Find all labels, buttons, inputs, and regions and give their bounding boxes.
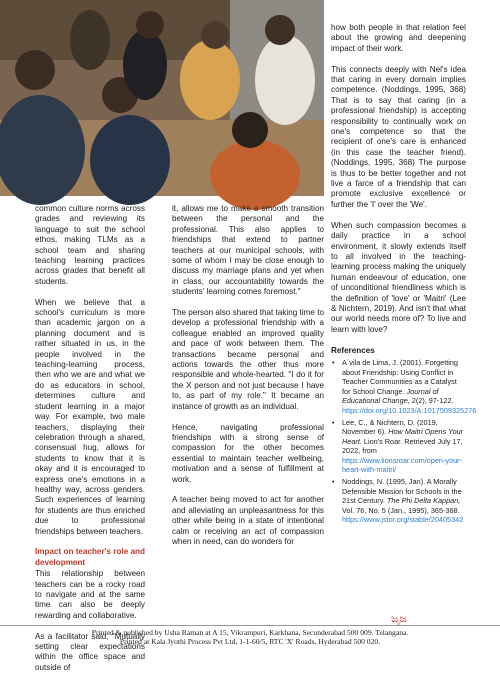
reference-item [331, 477, 466, 525]
reference-journal: The Phi Delta Kappan, [386, 496, 461, 506]
paragraph: Hence, navigating professional friendships with a strong sense of compassion for the other becomes essential to maintain teacher wellbeing, motivation and a sense of fulfillment at work. [172, 422, 324, 484]
paragraph: how both people in that relation feel about the growing and deepening impact of their work. [331, 23, 466, 53]
paragraph: This connects deeply with Nel's idea that caring in every domain implies competence. (Noddings, 1995, 368) That is to say that caring (in a professional friendship) is accepting responsibility to continually work on one's competence so that the recipient of one's care is enhanced (in this case the teacher friend). (Noddings, 1995, 368) The purpose is thus to be better together and not live a farce of a friendship that can promote exclusive excellence or further the 'I' over the 'We'. [331, 64, 466, 209]
footer-line-2: Printed at Kala Jyothi Process Pvt Ltd, 1-1-60/5, RTC 'X' Roads, Hyderabad 500 020. [119, 637, 381, 646]
photo-group-discussion-icon [0, 0, 324, 196]
footer-divider [0, 625, 500, 626]
reference-link[interactable]: https://doi.org/10.1023/A:1017509325276 [342, 405, 477, 415]
section-heading: Impact on teacher's role and development [35, 547, 145, 567]
column-1 [35, 204, 145, 684]
paragraph: When we believe that a school's curriculum is more than academic jargon on a planning document and is rather situated in us, in the people involved in the teaching-learning process, then who we are and what we do as educators in school, determines culture and student learning in a major way. For example, two male teachers, displaying their celebration through a shared, consensual hug, allows for students to know that it is okay and it is encouraged to express one's emotions in a healthy way, across genders. Such experiences of learning for students are thus enriched due to professional friendships between teachers. [35, 297, 145, 536]
paragraph: A teacher being moved to act for another and alleviating an unpleasantness for this other while being in a state of intentional calm or receiving an act of compassion when in need, can do wonders for [172, 495, 324, 546]
column-2 [172, 204, 324, 558]
column-3 [331, 23, 477, 527]
reference-link[interactable]: https://www.jstor.org/stable/20405342 [342, 515, 464, 525]
paragraph: This relationship between teachers can be a rocky road to navigate and at the same time can also be deeply rewarding and collaborative. [35, 569, 145, 620]
references-list [331, 357, 477, 525]
paragraph: When such compassion becomes a daily practice in a school environment, it slowly extends itself to all involved in the teaching-learning process making the uniquely human endeavour of education, one of unconditional friendliness which is the definition of 'love' or 'Maitri' (Lee & Nichtern, 2019). And isn't that what our world needs more of? To live and learn with love? [331, 220, 466, 334]
reference-tail: 2(2), 97-122. [411, 396, 454, 406]
reference-tail: Vol. 76, No. 5 (Jan., 1995), 365-368. [342, 505, 460, 515]
references-heading: References [331, 345, 375, 355]
reference-text: Noddings, N. (1995, Jan). A Morally Defensible Mission for Schools in the 21st Century. [342, 477, 462, 506]
reference-text: A´vila de Lima, J. (2001). Forgetting about Friendship: Using Conflict in Teacher Communities as a Catalyst for School Change. [342, 357, 458, 396]
reference-journal: Journal of Educational Change, [342, 386, 439, 406]
photo-group-discussion [0, 0, 324, 196]
paragraph: it, allows me to make a smooth transition between the personal and the professional. This also applies to friendships that extend to partner teachers at our municipal schools, with some of whom I may be close enough to discuss my marriage plans and yet when in class, our accountability towards the students' learning comes foremost." [172, 204, 324, 297]
reference-item [331, 357, 477, 416]
paragraph: The person also shared that taking time to develop a professional friendship with a colleague enabled an improved quality and pace of work between them. The transactions became personal and actions towards the other thus more responsible and whole-hearted. "I do it for the X person and not just because I have to, as part of my role." It became an instance of growth as an individual. [172, 308, 324, 411]
reference-journal: How Maitri Opens Your Heart. [342, 427, 464, 446]
reference-link[interactable]: https://www.lionsroar.com/open-your-heart-with-maitri/ [342, 455, 463, 475]
footer-line-1: Printed & published by Usha Raman at A 15, Vikrampuri, Karkhana, Secunderabad 500 009. Telangana. [91, 628, 409, 637]
paragraph: common culture norms across grades and reviewing its language to suit the school ethos, making TLMs as a school team and sharing teaching learning practices across grades that benefit all students. [35, 204, 145, 286]
paragraph: As a facilitator said, "Mutually setting clear expectations within the office space and outside of [35, 631, 145, 672]
reference-text: Lee, C., & Nichtern, D. (2019, November 6). [342, 417, 438, 437]
reference-item [331, 418, 466, 476]
reference-tail: Lion's Roar. Retrieved July 17, 2022, from [342, 436, 463, 456]
end-ornament-icon: ಜೖಜ [391, 612, 407, 625]
